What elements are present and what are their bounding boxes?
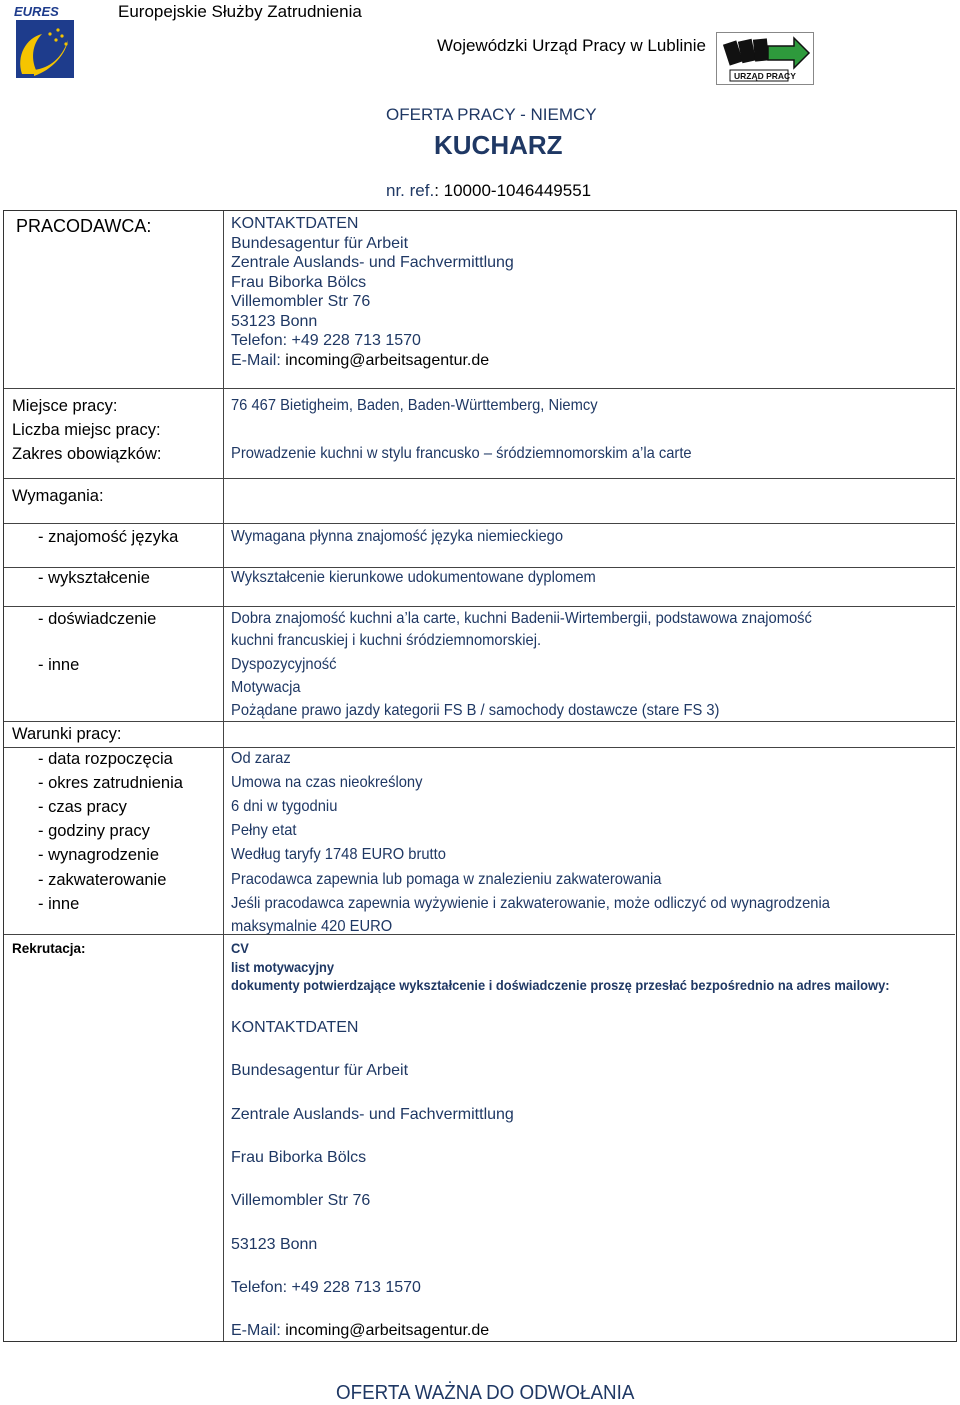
email-label: E-Mail:	[231, 1322, 281, 1339]
recruitment-contact-line: 53123 Bonn	[231, 1236, 318, 1253]
experience-label: - doświadczenie	[38, 610, 157, 628]
scope-label: Zakres obowiązków:	[12, 445, 162, 463]
row-divider	[4, 747, 955, 748]
language-value: Wymagana płynna znajomość języka niemieckiego	[231, 528, 564, 545]
email-link[interactable]: incoming@arbeitsagentur.de	[285, 351, 490, 369]
recruitment-contact-line: KONTAKTDATEN	[231, 1019, 359, 1036]
employer-label: PRACODAWCA:	[16, 216, 152, 236]
employer-email	[231, 351, 514, 371]
recruitment-contact-line: Telefon: +49 228 713 1570	[231, 1279, 421, 1296]
row-divider	[4, 934, 955, 935]
email-label: E-Mail:	[231, 351, 281, 369]
conditions-label: Warunki pracy:	[12, 725, 122, 743]
recruitment-label: Rekrutacja:	[12, 941, 86, 956]
row-divider	[4, 721, 955, 722]
offer-validity: OFERTA WAŻNA DO ODWOŁANIA	[336, 1382, 635, 1404]
contract-value: Umowa na czas nieokreślony	[231, 774, 423, 791]
employer-line: Zentrale Auslands- und Fachvermittlung	[231, 254, 514, 271]
recruitment-contact-line: Zentrale Auslands- und Fachvermittlung	[231, 1106, 514, 1123]
work-hours-value: Pełny etat	[231, 822, 297, 839]
other-conditions-line: Jeśli pracodawca zapewnia wyżywienie i zakwaterowanie, może odliczyć od wynagrodzenia	[231, 895, 830, 912]
work-time-label: - czas pracy	[38, 798, 127, 816]
recruitment-doc: dokumenty potwierdzające wykształcenie i doświadczenie proszę przesłać bezpośrednio na adres mailowy:	[231, 977, 890, 993]
requirements-label: Wymagania:	[12, 487, 104, 505]
start-date-value: Od zaraz	[231, 750, 291, 767]
place-label: Miejsce pracy:	[12, 397, 118, 415]
row-divider	[4, 388, 955, 389]
reference-value: : 10000-1046449551	[434, 181, 592, 200]
other-requirement: Pożądane prawo jazdy kategorii FS B / samochody dostawcze (stare FS 3)	[231, 702, 720, 719]
work-time-value: 6 dni w tygodniu	[231, 798, 338, 815]
employer-line: Villemombler Str 76	[231, 293, 371, 310]
up-logo-text: URZĄD PRACY	[734, 71, 796, 81]
recruitment-doc: CV	[231, 940, 249, 956]
other-conditions-line: maksymalnie 420 EURO	[231, 918, 393, 935]
reference-number	[386, 181, 591, 201]
email-link[interactable]: incoming@arbeitsagentur.de	[285, 1322, 490, 1339]
recruitment-contact-line: Frau Biborka Bölcs	[231, 1149, 367, 1166]
offer-line: OFERTA PRACY - NIEMCY	[386, 105, 597, 124]
other-requirement: Dyspozycyjność	[231, 656, 337, 673]
other-requirement: Motywacja	[231, 679, 301, 696]
employer-contact	[231, 214, 514, 370]
recruitment-contact-line: Villemombler Str 76	[231, 1192, 371, 1209]
row-divider	[4, 523, 955, 524]
experience-value-line: Dobra znajomość kuchni a’la carte, kuchni Badenii-Wirtembergii, podstawowa znajomość	[231, 610, 812, 627]
employer-line: Bundesagentur für Arbeit	[231, 234, 409, 252]
scope-value: Prowadzenie kuchni w stylu francusko – śródziemnomorskim a’la carte	[231, 445, 692, 462]
column-divider	[223, 211, 224, 1341]
eures-title: Europejskie Służby Zatrudnienia	[118, 2, 362, 21]
row-divider	[4, 606, 955, 607]
row-divider	[4, 478, 955, 479]
recruitment-email	[231, 1322, 489, 1340]
experience-value-line: kuchni francuskiej i kuchni śródziemnomorskiej.	[231, 632, 542, 649]
place-value: 76 467 Bietigheim, Baden, Baden-Württemberg, Niemcy	[231, 397, 598, 414]
education-value: Wykształcenie kierunkowe udokumentowane dyplomem	[231, 569, 596, 586]
recruitment-doc: list motywacyjny	[231, 959, 335, 975]
contract-label: - okres zatrudnienia	[38, 774, 183, 792]
work-hours-label: - godziny pracy	[38, 822, 150, 840]
employer-line: KONTAKTDATEN	[231, 215, 359, 232]
eures-logo-text: EURES	[14, 4, 59, 19]
office-name: Wojewódzki Urząd Pracy w Lublinie	[437, 36, 706, 55]
accommodation-value: Pracodawca zapewnia lub pomaga w znalezieniu zakwaterowania	[231, 871, 662, 888]
salary-label: - wynagrodzenie	[38, 846, 160, 864]
education-label: - wykształcenie	[38, 569, 150, 587]
count-label: Liczba miejsc pracy:	[12, 421, 161, 439]
reference-label: nr. ref.	[386, 181, 435, 200]
job-title: KUCHARZ	[434, 130, 563, 160]
other-requirements-label: - inne	[38, 656, 80, 674]
employer-line: 53123 Bonn	[231, 312, 318, 330]
language-label: - znajomość języka	[38, 528, 179, 546]
employer-line: Frau Biborka Bölcs	[231, 273, 367, 291]
salary-value: Według taryfy 1748 EURO brutto	[231, 846, 446, 863]
employer-line: Telefon: +49 228 713 1570	[231, 332, 421, 349]
eures-logo	[12, 4, 78, 80]
accommodation-label: - zakwaterowanie	[38, 871, 167, 889]
start-date-label: - data rozpoczęcia	[38, 750, 173, 768]
other-conditions-label: - inne	[38, 895, 80, 913]
row-divider	[4, 567, 955, 568]
recruitment-contact-line: Bundesagentur für Arbeit	[231, 1062, 409, 1079]
urzad-pracy-logo	[716, 32, 814, 85]
